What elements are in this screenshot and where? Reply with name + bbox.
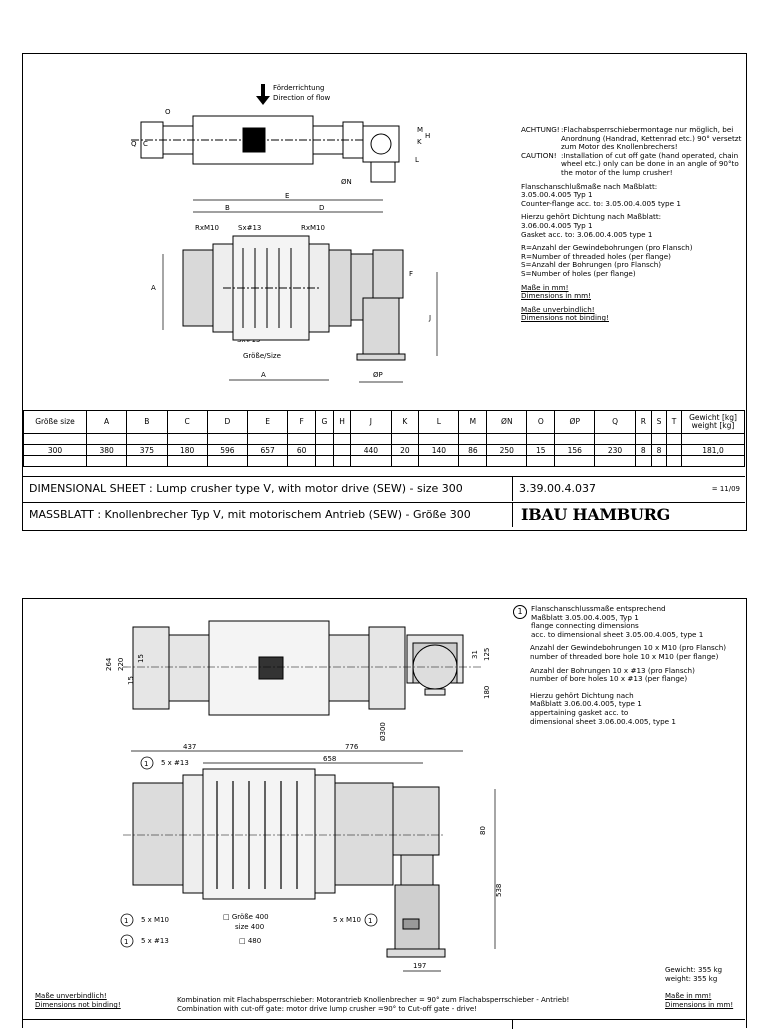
table-header-cell: F xyxy=(288,411,316,434)
note-n4: acc. to dimensional sheet 3.05.00.4.005, type 1 xyxy=(531,629,704,639)
label-480: □ 480 xyxy=(239,937,262,945)
flow-label-en: Direction of flow xyxy=(273,94,331,102)
table-cell xyxy=(667,445,682,456)
title-box-divider xyxy=(512,1019,513,1029)
callout-number: 1 xyxy=(513,605,527,619)
revision-date: = 11/09 xyxy=(711,485,740,493)
notes-panel-top xyxy=(521,126,745,323)
dim-15-a: 15 xyxy=(127,676,135,685)
combination-en: Combination with cut-off gate: motor drive lump crusher =90° to Cut-off gate - drive! xyxy=(177,1005,477,1013)
title-box-top-edge xyxy=(23,1019,745,1020)
crusher-top-view xyxy=(131,116,399,182)
dim-label-d: D xyxy=(319,204,325,212)
flange-note-1: Flanschanschlußmaße nach Maßblatt: xyxy=(521,181,658,191)
title-german: MASSBLATT : Knollenbrecher Typ V, mit motorischem Antrieb (SEW) - Größe 300 xyxy=(29,508,471,521)
label-5x13-bottom: 5 x #13 xyxy=(141,937,169,945)
dim-label-a-vertical: A xyxy=(151,284,156,292)
weight-en: weight: 355 kg xyxy=(665,975,718,983)
caution-text: :Installation of cut off gate (hand operated, chain wheel etc.) only can be done in an angle of 90°to the motor of the lump crusher! xyxy=(561,150,739,177)
weight-info xyxy=(665,966,722,984)
caution-label: CAUTION! xyxy=(521,150,557,160)
table-header-cell: H xyxy=(333,411,350,434)
label-rxm10-left: RxM10 xyxy=(195,224,219,232)
mm-note-bottom xyxy=(665,992,733,1010)
gasket-note-3: Gasket acc. to: 3.06.00.4.005 type 1 xyxy=(521,229,653,239)
table-cell: 86 xyxy=(459,445,487,456)
r-note-en: R=Number of threaded holes (per flange) xyxy=(521,251,671,261)
table-cell: 8 xyxy=(635,445,651,456)
dimension-table xyxy=(23,410,745,467)
table-spacer-row xyxy=(24,456,745,467)
title-english: DIMENSIONAL SHEET : Lump crusher type V, with motor drive (SEW) - size 300 xyxy=(29,482,463,495)
table-header-cell: D xyxy=(207,411,247,434)
table-cell: 230 xyxy=(595,445,635,456)
dim-437: 437 xyxy=(183,743,197,751)
table-cell: 20 xyxy=(391,445,419,456)
dim-label-k: K xyxy=(417,138,422,146)
table-cell: 375 xyxy=(127,445,167,456)
s-note-en: S=Number of holes (per flange) xyxy=(521,268,636,278)
dim-label-q: Q xyxy=(131,140,137,148)
table-header-cell: Größe size xyxy=(24,411,87,434)
table-cell: 300 xyxy=(24,445,87,456)
table-header-cell: J xyxy=(351,411,391,434)
not-binding-note-bottom xyxy=(35,992,121,1010)
achtung-label: ACHTUNG! xyxy=(521,126,560,134)
dim-label-j: J xyxy=(429,314,432,322)
s-note-de: S=Anzahl der Bohrungen (pro Flansch) xyxy=(521,260,662,270)
note-n10: Maßblatt 3.06.00.4.005, type 1 xyxy=(530,699,642,709)
dim-776: 776 xyxy=(345,743,359,751)
title-row-german xyxy=(23,502,745,527)
not-binding-de: Maße unverbindlich! xyxy=(521,304,595,314)
table-header-cell: R xyxy=(635,411,651,434)
label-rxm10-right: RxM10 xyxy=(301,224,325,232)
table-header-cell: E xyxy=(248,411,288,434)
dim-label-f: F xyxy=(409,270,414,278)
table-cell: 250 xyxy=(487,445,527,456)
note-n7: Anzahl der Bohrungen 10 x #13 (pro Flansch) xyxy=(530,665,695,675)
dim-15-b: 15 xyxy=(137,654,145,663)
table-row xyxy=(24,445,745,456)
note-n9: Hierzu gehört Dichtung nach xyxy=(530,690,634,700)
callout-number: 1 xyxy=(368,917,373,925)
table-cell: 60 xyxy=(288,445,316,456)
not-binding-en: Dimensions not binding! xyxy=(521,313,609,323)
sheet-number-box xyxy=(512,477,746,501)
table-header-cell: ØP xyxy=(555,411,595,434)
dimensional-sheet-bottom xyxy=(22,598,747,1028)
dimensional-sheet-top xyxy=(22,53,747,531)
flow-direction-arrow xyxy=(256,84,270,105)
mm-note-de: Maße in mm! xyxy=(665,992,712,1000)
note-n5: Anzahl der Gewindebohrungen 10 x M10 (pro Flansch) xyxy=(530,643,727,653)
table-header-cell: K xyxy=(391,411,419,434)
note-n12: dimensional sheet 3.06.00.4.005, type 1 xyxy=(530,716,676,726)
mm-note-de: Maße in mm! xyxy=(521,282,569,292)
note-n3: flange connecting dimensions xyxy=(531,621,639,631)
table-cell: 380 xyxy=(87,445,127,456)
table-cell: 596 xyxy=(207,445,247,456)
table-cell xyxy=(333,445,350,456)
sheet-number: 3.39.00.4.037 xyxy=(519,482,596,495)
dim-31: 31 xyxy=(471,650,479,659)
table-header-cell: A xyxy=(87,411,127,434)
note-n8: number of bore holes 10 x #13 (per flange) xyxy=(530,674,688,684)
label-sx13-top: Sx#13 xyxy=(238,224,262,232)
table-cell: 440 xyxy=(351,445,391,456)
dim-label-b: B xyxy=(225,204,230,212)
note-n2: Maßblatt 3.05.00.4.005, Typ 1 xyxy=(531,612,639,622)
note-n6: number of threaded bore hole 10 x M10 (per flange) xyxy=(530,651,719,661)
dim-label-a: A xyxy=(261,371,266,379)
note-n11: appertaining gasket acc. to xyxy=(530,707,629,717)
dim-197: 197 xyxy=(413,962,427,970)
r-note-de: R=Anzahl der Gewindebohrungen (pro Flansch) xyxy=(521,243,693,253)
combination-de: Kombination mit Flachabsperrschieber: Motorantrieb Knollenbrecher = 90° zum Flachabsperrschieber - Antrieb! xyxy=(177,996,570,1004)
table-header-cell: B xyxy=(127,411,167,434)
table-header-cell: Gewicht [kg] weight [kg] xyxy=(682,411,745,434)
dim-80: 80 xyxy=(479,826,487,835)
gasket-note-1: Hierzu gehört Dichtung nach Maßblatt: xyxy=(521,212,662,222)
dim-label-l: L xyxy=(415,156,419,164)
table-header-cell: Q xyxy=(595,411,635,434)
dim-label-e: E xyxy=(285,192,290,200)
table-cell: 15 xyxy=(527,445,555,456)
not-binding-en: Dimensions not binding! xyxy=(35,1001,121,1009)
gasket-note-2: 3.06.00.4.005 Typ 1 xyxy=(521,220,593,230)
dim-label-c: C xyxy=(143,140,148,148)
label-size400-de: □ Größe 400 xyxy=(223,913,269,921)
crusher-front-view-2 xyxy=(133,769,445,957)
flange-note-3: Counter-flange acc. to: 3.05.00.4.005 type 1 xyxy=(521,198,681,208)
company-logo: IBAU HAMBURG xyxy=(521,505,671,524)
dim-label-o: O xyxy=(165,108,171,116)
table-cell: 140 xyxy=(419,445,459,456)
flow-label-de: Förderrichtung xyxy=(273,84,325,92)
table-cell: 180 xyxy=(167,445,207,456)
table-cell xyxy=(315,445,333,456)
label-5x13-top: 5 x #13 xyxy=(161,759,189,767)
dim-125: 125 xyxy=(483,647,491,661)
dim-d300: Ø300 xyxy=(379,722,387,741)
table-header-cell: C xyxy=(167,411,207,434)
label-size-bottom: Größe/Size xyxy=(243,352,281,360)
title-row-english xyxy=(23,476,745,501)
flange-note-2: 3.05.00.4.005 Typ 1 xyxy=(521,190,593,200)
table-header-cell: S xyxy=(651,411,666,434)
dim-label-p: ØP xyxy=(373,371,383,379)
dim-658: 658 xyxy=(323,755,337,763)
mm-note-en: Dimensions in mm! xyxy=(665,1001,734,1009)
label-5xm10-left: 5 x M10 xyxy=(141,916,169,924)
dim-180: 180 xyxy=(483,685,491,699)
dim-label-h: H xyxy=(425,132,431,140)
company-box xyxy=(512,503,746,527)
table-header-cell: ØN xyxy=(487,411,527,434)
table-header-cell: G xyxy=(315,411,333,434)
weight-de: Gewicht: 355 kg xyxy=(665,966,723,974)
dimension-table-header xyxy=(24,411,745,434)
table-cell: 8 xyxy=(651,445,666,456)
callout-number: 1 xyxy=(124,917,129,925)
table-cell: 657 xyxy=(248,445,288,456)
table-cell: 156 xyxy=(555,445,595,456)
dim-264: 264 xyxy=(105,657,113,671)
dim-label-n: ØN xyxy=(341,178,352,186)
table-spacer-row xyxy=(24,434,745,445)
table-header-cell: L xyxy=(419,411,459,434)
note-n1: Flanschanschlussmaße entsprechend xyxy=(531,604,666,613)
technical-drawing-top xyxy=(23,54,745,410)
table-header-cell: T xyxy=(667,411,682,434)
mm-note-en: Dimensions in mm! xyxy=(521,291,591,301)
dim-538: 538 xyxy=(495,883,503,897)
table-header-cell: O xyxy=(527,411,555,434)
label-size400-en: size 400 xyxy=(235,923,265,931)
dim-220: 220 xyxy=(117,657,125,671)
combination-note xyxy=(177,996,569,1014)
crusher-front-view xyxy=(183,236,405,360)
table-cell: 181,0 xyxy=(682,445,745,456)
crusher-top-view-2 xyxy=(133,621,463,715)
not-binding-de: Maße unverbindlich! xyxy=(35,992,107,1000)
callout-number: 1 xyxy=(124,938,129,946)
notes-panel-bottom xyxy=(513,605,743,731)
dim-label-m: M xyxy=(417,126,424,134)
callout-number: 1 xyxy=(144,760,149,768)
label-5xm10-right: 5 x M10 xyxy=(333,916,361,924)
achtung-text: :Flachabsperrschiebermontage nur möglich, bei Anordnung (Handrad, Kettenrad etc.) 90° versetzt zum Motor des Knollenbrechers! xyxy=(561,126,742,152)
table-header-cell: M xyxy=(459,411,487,434)
